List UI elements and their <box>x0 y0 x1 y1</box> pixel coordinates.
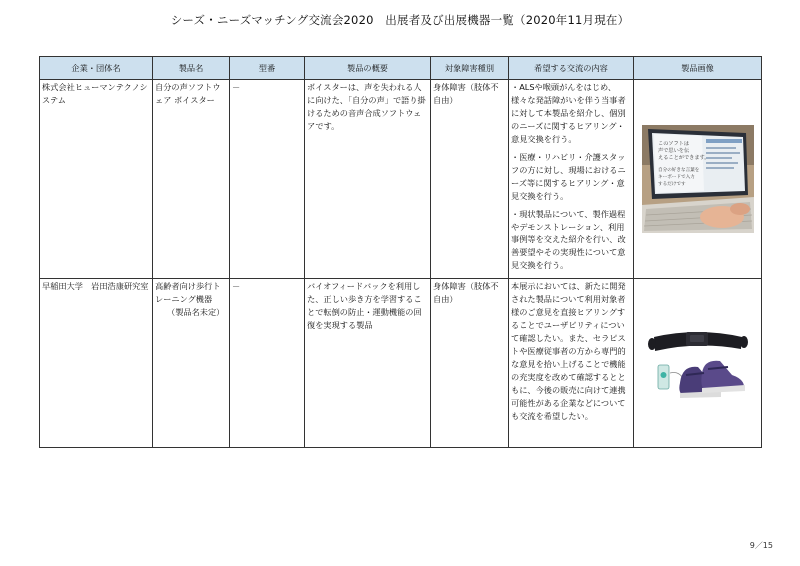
disability-cell: 身体障害（肢体不自由） <box>431 279 509 448</box>
screen-text: するだけです <box>657 182 686 188</box>
header-company: 企業・団体名 <box>40 57 153 80</box>
product-cell: 自分の声ソフトウェア ボイスター <box>153 80 230 279</box>
screen-text: このソフトは <box>657 141 689 148</box>
walking-device-photo <box>644 313 752 413</box>
product-cell <box>153 279 230 448</box>
company-cell: 早稲田大学 岩田浩康研究室 <box>40 279 153 448</box>
page-title: シーズ・ニーズマッチング交流会2020 出展者及び出展機器一覧（2020年11月現在） <box>170 13 630 27</box>
laptop-photo <box>642 125 754 233</box>
table-row <box>40 279 762 448</box>
header-row <box>40 57 762 80</box>
page-number: 9／15 <box>749 541 773 550</box>
exchange-cell <box>509 80 634 279</box>
header-disability: 対象障害種別 <box>431 57 509 80</box>
image-cell <box>634 279 762 448</box>
exchange-item: ・現状製品について、製作過程やデモンストレーション、利用事例等を交えた紹介を行い、改善要望やその実現性について意見交換を行う。 <box>511 208 626 271</box>
screen-text: えることができます。 <box>657 155 709 162</box>
product-name: 高齢者向け歩行トレーニング機器 <box>155 281 221 305</box>
header-model: 型番 <box>230 57 305 80</box>
header-overview: 製品の概要 <box>305 57 431 80</box>
overview-cell: バイオフィードバックを利用した、正しい歩き方を学習することで転倒の防止・運動機能の回復を実現する製品 <box>305 279 431 448</box>
header-exchange: 希望する交流の内容 <box>509 57 634 80</box>
screen-text: キーボードで入力 <box>657 175 695 181</box>
product-name-note: （製品名未定） <box>167 307 225 318</box>
table-row <box>40 80 762 279</box>
exchange-cell: 本展示においては、新たに開発された製品について利用対象者様のご意見を直接ヒアリングすることでユーザビリティについて確認したい。また、セラピストや医療従事者の方から専門的な意見を拾い上げることで機能の充実度を改めて確認するとともに、今後の販売に向けて連携可能性がある企業などについても交流を希望したい。 <box>509 279 634 448</box>
image-cell <box>634 80 762 279</box>
exhibitor-table <box>39 56 762 448</box>
header-product: 製品名 <box>153 57 230 80</box>
screen-text: 自分の好きな言葉を <box>657 168 699 174</box>
disability-cell: 身体障害（肢体不自由） <box>431 80 509 279</box>
model-cell: － <box>230 80 305 279</box>
header-image: 製品画像 <box>634 57 762 80</box>
overview-cell: ボイスターは、声を失われる人に向けた、「自分の声」で語り掛けるための音声合成ソフトウェアです。 <box>305 80 431 279</box>
screen-text: 声で思いを伝 <box>657 148 689 155</box>
exchange-item: ・ALSや喉頭がんをはじめ、様々な発話障がいを伴う当事者に対して本製品を紹介し、個別のニーズに関するヒアリング・意見交換を行う。 <box>511 82 626 144</box>
model-cell: － <box>230 279 305 448</box>
exchange-item: ・医療・リハビリ・介護スタッフの方に対し、現場におけるニーズ等に関するヒアリング・意見交換を行う。 <box>511 151 626 201</box>
company-cell: 株式会社ヒューマンテクノシステム <box>40 80 153 279</box>
